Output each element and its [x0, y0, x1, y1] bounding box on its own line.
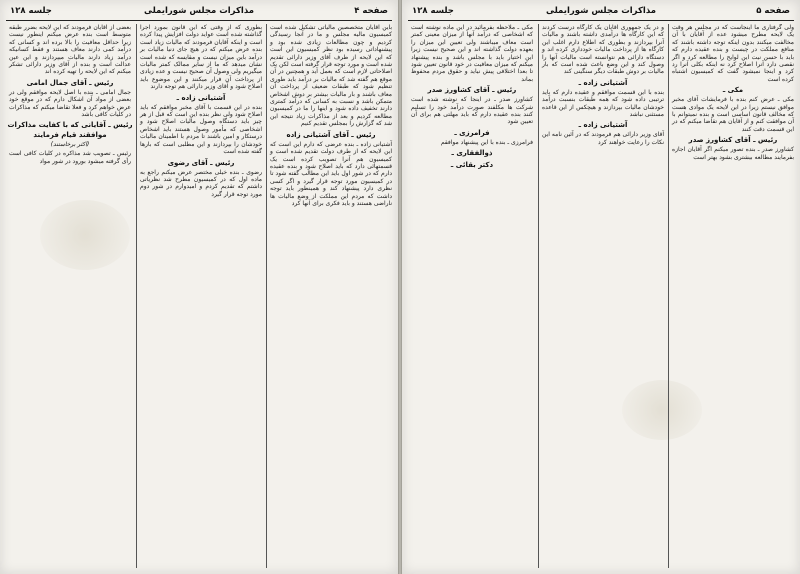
right-page-header — [408, 4, 794, 21]
speaker-heading: آشتیانی زاده ـ — [578, 78, 628, 87]
article-paragraph: مکی ـ عرض کنم بنده با فرمایشات آقای مخبر موافق نیستم زیرا در این لایحه یک موادی هست که مخالف قانون اساسی است و بنده نمیتوانم با آن موافقت کنم و از آقایان هم تقاضا میکنم که در این قسمت دقت کنند — [672, 96, 794, 133]
article-paragraph: فرامرزی ـ بنده با این پیشنهاد موافقم — [440, 138, 533, 146]
article-paragraph: کشاورز صدر ـ بنده تصور میکنم اگر آقایان اجازه بفرمایند مطالعه بیشتری بشود بهتر است — [672, 146, 794, 161]
left-page-number: صفحه ۴ — [354, 6, 388, 16]
speaker-heading: رئیس ـ آقایانی که با کفایت مذاکرات موافقند قیام فرمایند — [7, 121, 133, 140]
left-page-title: مذاکرات مجلس شورایملی — [143, 6, 255, 16]
speaker-heading: آشتیانی زاده ـ — [578, 121, 628, 130]
article-paragraph: بعضی از آقایان فرمودند که این لایحه بضرر طبقه متوسط است بنده عرض میکنم اینطور نیست زیرا حداقل معافیت را بالا برده اند و کسانی که درآمد کمی دارند معاف هستند و فقط کسانیکه درآمد زیاد دارند مالیات میپردازند و این عین عدالت است و بنده از آقای وزیر دارائی تشکر میکنم که این لایحه را تهیه کرده اند — [9, 24, 131, 76]
article-paragraph: بنده با این قسمت موافقم و عقیده دارم که باید ترتیبی داده شود که همه طبقات بنسبت درآمد خودشان مالیات بپردازند و هیچکس از این قاعده مستثنی نباشد — [542, 88, 664, 119]
article-paragraph: آقای وزیر دارائی هم فرمودند که در آئین نامه این نکات را رعایت خواهند کرد — [542, 131, 664, 146]
right-page-number: صفحه ۵ — [756, 6, 790, 16]
left-column-3 — [6, 24, 134, 568]
speaker-heading: رئیس ـ آقای کشاورز صدر — [688, 136, 778, 145]
article-paragraph: آشتیانی زاده ـ بنده عرضی که دارم این است که این لایحه که از طرف دولت تقدیم شده است و کمیسیون هم آنرا تصویب کرده است یک قسمتهائی دارد که باید اصلاح شود و بنده عقیده دارم که در شور اول باید این مطالب گفته شود تا در کمیسیون مورد توجه قرار گیرد و اگر کسی نظری دارد پیشنهاد کند و همینطور باید توجه داشت که مردم این مملکت از وضع مالیات ها ناراضی هستند و باید فکری برای آنها کرد — [270, 140, 392, 207]
left-column-2 — [136, 24, 265, 568]
article-paragraph: کشاورز صدر ـ در اینجا که نوشته شده است شرکت ها مکلفند صورت درآمد خود را تسلیم کنند بنده عقیده دارم که باید مهلتی هم برای آن تعیین شود — [411, 96, 533, 126]
article-paragraph: بطوری که از وقتی که این قانون بمورد اجرا گذاشته شده است عواید دولت افزایش پیدا کرده است و اینکه آقایان فرمودند که مالیات زیاد است بنده عرض میکنم که در هیچ جای دنیا مالیات بر درآمد باین میزان نیست و مقایسه که شده است نشان میدهد که ما از سایر ممالک کمتر مالیات میگیریم ولی وصول آن صحیح نیست و عده زیادی از پرداخت آن فرار میکنند و این موضوع باید اصلاح شود و آقای وزیر دارائی هم توجه دارند — [140, 24, 262, 91]
article-paragraph: باین آقایان متخصصین مالیاتی تشکیل شده است کمیسیون مالیه مجلس و ما در آنجا رسیدگی کردیم و چون مطالعات زیادی شده بود و پیشنهاداتی رسیده بود نظر کمیسیون این است که این لایحه از طرف آقای وزیر دارائی تقدیم شده است و مورد توجه قرار گرفته است لکن یک اصلاحاتی لازم است که بعمل آید و همچنین در آن موقع هم گفته شد که مالیات بر درآمد باید طوری تنظیم شود که طبقات ضعیف از پرداخت آن معاف باشند و بار مالیات بیشتر بر دوش اشخاص متمکن باشد و نسبت به کسانی که درآمد کمتری دارند تخفیف داده شود و اینها را ما در کمیسیون مطالعه کردیم و بعد از مذاکرات زیاد نتیجه این شد که گزارش را بمجلس تقدیم کنیم — [270, 24, 392, 128]
speaker-heading: فرامرزی ـ — [454, 128, 490, 137]
article-paragraph: ولی گرفتاری ما اینجاست که در مجلس هر وقت یک لایحه مطرح میشود عده از آقایان با آن مخالفت میکنند بدون اینکه توجه داشته باشند که منافع مملکت در چیست و بنده عقیده دارم که باید با حسن نیت این لوایح را مطالعه کرد و اگر نقصی دارد آنرا اصلاح کرد نه اینکه بکلی آنرا رد کرد و اینجا نمیشود گفت که کمیسیون اشتباه کرده است — [672, 24, 794, 83]
left-page — [0, 0, 398, 574]
article-paragraph: رئیس ـ تصویب شد مذاکره در کلیات کافی است رأی گرفته میشود بورود در شور مواد — [9, 150, 131, 165]
right-page-title: مذاکرات مجلس شورایملی — [545, 6, 657, 16]
left-page-header — [6, 4, 392, 21]
article-paragraph: بنده در این قسمت با آقای مخبر موافقم که باید اصلاح شود ولی نظر بنده این است که قبل از هر چیز باید دستگاه وصول مالیات اصلاح شود و اشخاصی که مأمور وصول هستند باید اشخاص درستکار و امین باشند تا مردم با اطمینان مالیات خودشان را بپردازند و این مطلبی است که بارها گفته شده است — [140, 103, 262, 156]
article-paragraph: جمال امامی ـ بنده با اصل لایحه موافقم ولی در بعضی از مواد آن اشکال دارم که در موقع خود عرض خواهم کرد و فعلا تقاضا میکنم که مذاکرات در کلیات کافی باشد — [9, 88, 131, 119]
speaker-heading: رئیس ـ آقای جمال امامی — [26, 78, 114, 87]
right-session-label: جلسه ۱۲۸ — [412, 6, 454, 16]
article-paragraph: رضوی ـ بنده خیلی مختصر عرض میکنم راجع به ماده اول که در کمیسیون مطرح شد نظریاتی داشتم که تقدیم کردم و امیدوارم در شور دوم مورد توجه قرار گیرد — [140, 168, 262, 198]
right-column-1 — [668, 24, 797, 568]
speaker-heading: آشتیانی زاده ـ — [176, 93, 226, 102]
speaker-heading: رئیس ـ آقای کشاورز صدر — [427, 86, 517, 95]
speaker-heading: ذوالفقاری ـ — [451, 149, 493, 158]
left-column-1 — [266, 24, 395, 568]
speaker-heading: رئیس ـ آقای آشتیانی زاده — [286, 130, 376, 139]
speaker-heading: مکی ـ — [722, 86, 744, 95]
session-note: (اکثر برخاستند) — [50, 141, 90, 149]
speaker-heading: دکتر بقائی ـ — [450, 161, 494, 170]
left-session-label: جلسه ۱۲۸ — [10, 6, 52, 16]
article-paragraph: و در یک جمهوری آقایان یک کارگاه درست کردند که این کارگاه ها درآمدی داشته باشند و مالیات آنرا بپردازند و بطوری که اطلاع دارم اغلب این کارگاه ها از پرداخت مالیات خودداری کرده اند و دستگاه دارائی هم نتوانسته است مالیات آنها را وصول کند و این وضع باعث شده است که بار مالیات بر دوش طبقات دیگر سنگینی کند — [542, 24, 664, 76]
speaker-heading: رئیس ـ آقای رضوی — [167, 158, 235, 167]
right-column-2 — [538, 24, 667, 568]
article-paragraph: مکی ـ ملاحظه بفرمائید در این ماده نوشته است که اشخاصی که درآمد آنها از میزان معینی کمتر است معاف میباشند ولی تعیین این میزان را بعهده دولت گذاشته اند و این صحیح نیست زیرا این اختیار باید با مجلس باشد و بنده پیشنهاد میکنم که میزان معافیت در خود قانون تعیین شود تا بعدا اختلافی پیش نیاید و حقوق مردم محفوظ بماند — [411, 24, 533, 83]
right-column-3 — [408, 24, 536, 568]
right-page — [402, 0, 800, 574]
